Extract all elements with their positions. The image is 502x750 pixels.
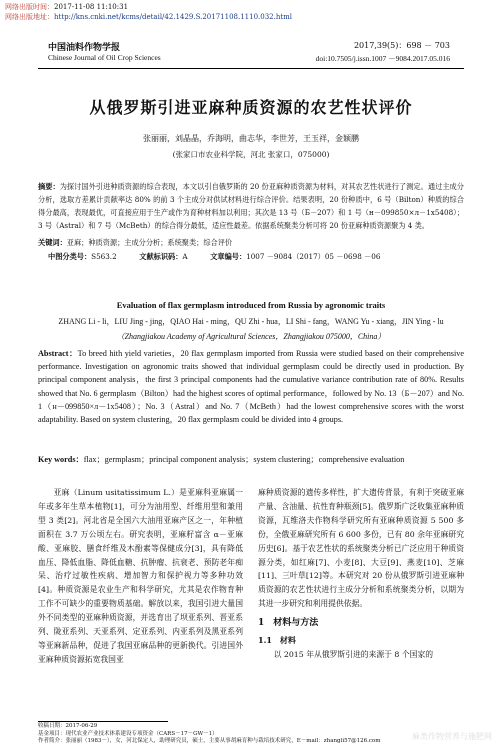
- keywords-en-text: flax；germplasm；principal component analysis；system clustering；comprehensive evaluation: [83, 455, 405, 464]
- journal-volume: 2017,39(5)：698 － 703: [353, 41, 450, 50]
- footnote-received: 收稿日期：2017-06-29: [38, 723, 98, 729]
- title-en: Evaluation of flax germplasm introduced from Russia by agronomic traits: [116, 300, 386, 310]
- abstract-en-text: To breed hith yield varieties，20 flax germplasm imported from Russia were studied based on their comprehensive performance. Investigation on agronomic traits showed that individual germplasm could be directly used in production. By principal component analysis，the first 3 principal components had the cumulative variance contribution rate of 80%. Results showed that No. 6 germplasm（Bilton）had the highest scores of optimal performance，followed by No. 13（Б－207）and No. 1（н－099850×л－1х5408）；No. 3（Astral）and No. 7（McBeth）had the lowest comprehensive scores with the worst adaptability. Based on system clustering，20 flax germplasm could be divided into 4 groups.: [38, 349, 464, 425]
- article-id-value: 1007 －9084（2017）05 －0698 －06: [246, 252, 381, 261]
- publish-time-label: 网络出版时间：: [5, 3, 54, 11]
- affiliation-en: （Zhangjiakou Academy of Agricultural Sciences，Zhangjiakou 075000，China）: [116, 332, 386, 341]
- authors-cn: 张丽丽，刘晶晶，乔海明，曲志华，李世芳，王玉祥，金颖鹏: [143, 134, 359, 143]
- body-left-column: 亚麻（Linum usitatissimum L.）是亚麻科亚麻属一年或多年生草本植物[1]，可分为油用型、纤维用型和兼用型 3 类[2]。河北省是全国六大油用亚麻产区之一，年种植面积在 3.7 万公顷左右。研究表明，亚麻籽富含 α－亚麻酸、亚麻胶、膳食纤维及木酚素等保健成分[3]，具有降低血压、降低血脂、降低血糖、抗肿瘤、抗衰老、预防老年痴呆、治疗过敏性疾病、增加智力和保护视力等多种功效[4]。种质资源是农业生产和科学研究，尤其是农作物育种工作不可缺少的重要物质基础。解放以来，我国引进大量国外不同类型的亚麻种质资源，并选育出了坝亚系列、晋亚系列、陇亚系列、天亚系列、定亚系列、内亚系列及黑亚系列等亚麻新品种，促进了我国亚麻品种的更新换代。引进国外亚麻种质资源拓宽我国亚: [38, 488, 243, 664]
- body-right-text: 麻种质资源的遗传多样性，扩大遗传背景，有利于突破亚麻产量、含油量、抗性育种瓶颈[5]。俄罗斯广泛收集亚麻种质资源，瓦维洛夫作物科学研究所有亚麻种质资源 5 500 多份，全俄亚麻研究所有 6 600 多份，已有 80 余年亚麻研究历史[6]。基于农艺性状的系统聚类分析已广泛应用于种质资源分类，如红麻[7]、小麦[8]、大豆[9]、燕麦[10]、芝麻[11]、三叶草[12]等。本研究对 20 份从俄罗斯引进亚麻种质资源的农艺性状进行主成分分析和系统聚类分析，以期为其进一步研究和利用提供依据。: [258, 488, 464, 609]
- clc-value: S563.2: [91, 252, 117, 261]
- clc-label: 中图分类号：: [48, 252, 92, 261]
- publish-time: 2017-11-08 11:10:31: [54, 3, 129, 11]
- keywords-cn: [38, 236, 464, 249]
- publish-addr-label: 网络出版地址：: [5, 13, 54, 21]
- doc-code-label: 文献标识码：: [139, 252, 183, 261]
- footnote-rule: [38, 721, 168, 722]
- abstract-en: [38, 347, 464, 426]
- footnote-fund: 基金项目：现代农业产业技术体系建设专项资金（CARS－17－GW－1）: [38, 730, 218, 737]
- keywords-en-label: Key words：: [38, 455, 84, 464]
- classification-info: [48, 250, 464, 263]
- section-heading-1-1: 1.1 材料: [258, 635, 296, 646]
- abstract-cn-text: 为探讨国外引进种质资源的综合表现，本文以引自俄罗斯的 20 份亚麻种质资源为材料，对其农艺性状进行了测定。通过主成分分析，选取方差累计贡献率达 80% 的前 3 个主成分对供试材料进行综合评价。结果表明，20 份种质中，6 号（Bilton）种质的综合得分最高，表现最优，可直接应用于生产或作为育种材料加以利用；其次是 13 号（Б－207）和 1 号（н－099850×л－1х5408）；3 号（Astral）和 7 号（McBeth）的综合得分最低，适应性最差。依据系统聚类分析可将 20 份亚麻种质资源聚为 4 类。: [38, 182, 464, 230]
- header-rule: [38, 68, 464, 69]
- keywords-cn-label: 关键词：: [38, 238, 67, 247]
- footnote-author: 作者简介：张丽丽（1983－），女，河北保定人，助理研究员，硕士，主要从事胡麻育种与栽培技术研究，E－mail：zhangli57@126.com: [38, 738, 381, 744]
- section-heading-1: 1 材料与方法: [258, 618, 319, 629]
- journal-doi: doi:10.7505/j.issn.1007 －9084.2017.05.016: [315, 54, 450, 63]
- publish-info: [5, 2, 292, 22]
- abstract-en-label: Abstract：: [38, 349, 78, 358]
- journal-name-cn: 中国油料作物学报: [48, 43, 121, 53]
- journal-name-en: Chinese Journal of Oil Crop Sciences: [48, 53, 161, 62]
- affiliation-cn: (张家口市农业科学院，河北 张家口，075000): [172, 150, 330, 159]
- paper-title: 从俄罗斯引进亚麻种质资源的农艺性状评价: [89, 98, 413, 117]
- abstract-cn-label: 摘要：: [38, 182, 60, 191]
- section-1-1-text: 以 2015 年从俄罗斯引进的来源于 8 个国家的: [273, 649, 434, 659]
- keywords-en: [38, 453, 464, 466]
- doc-code-value: A: [182, 252, 188, 261]
- keywords-cn-text: 亚麻；种质资源；主成分分析；系统聚类；综合评价: [66, 238, 233, 247]
- abstract-cn: [38, 180, 464, 232]
- article-id-label: 文章编号：: [210, 252, 247, 261]
- body-right-column: [258, 486, 464, 662]
- authors-en: ZHANG Li - li，LIU Jing - jing，QIAO Hai - ming，QU Zhi - hua，LI Shi - fang，WANG Yu - xiang，JIN Ying - lu: [58, 317, 444, 326]
- watermark: 麻类作物营养与施肥网: [412, 732, 492, 741]
- publish-addr[interactable]: http://kns.cnki.net/kcms/detail/42.1429.S.20171108.1110.032.html: [54, 13, 293, 21]
